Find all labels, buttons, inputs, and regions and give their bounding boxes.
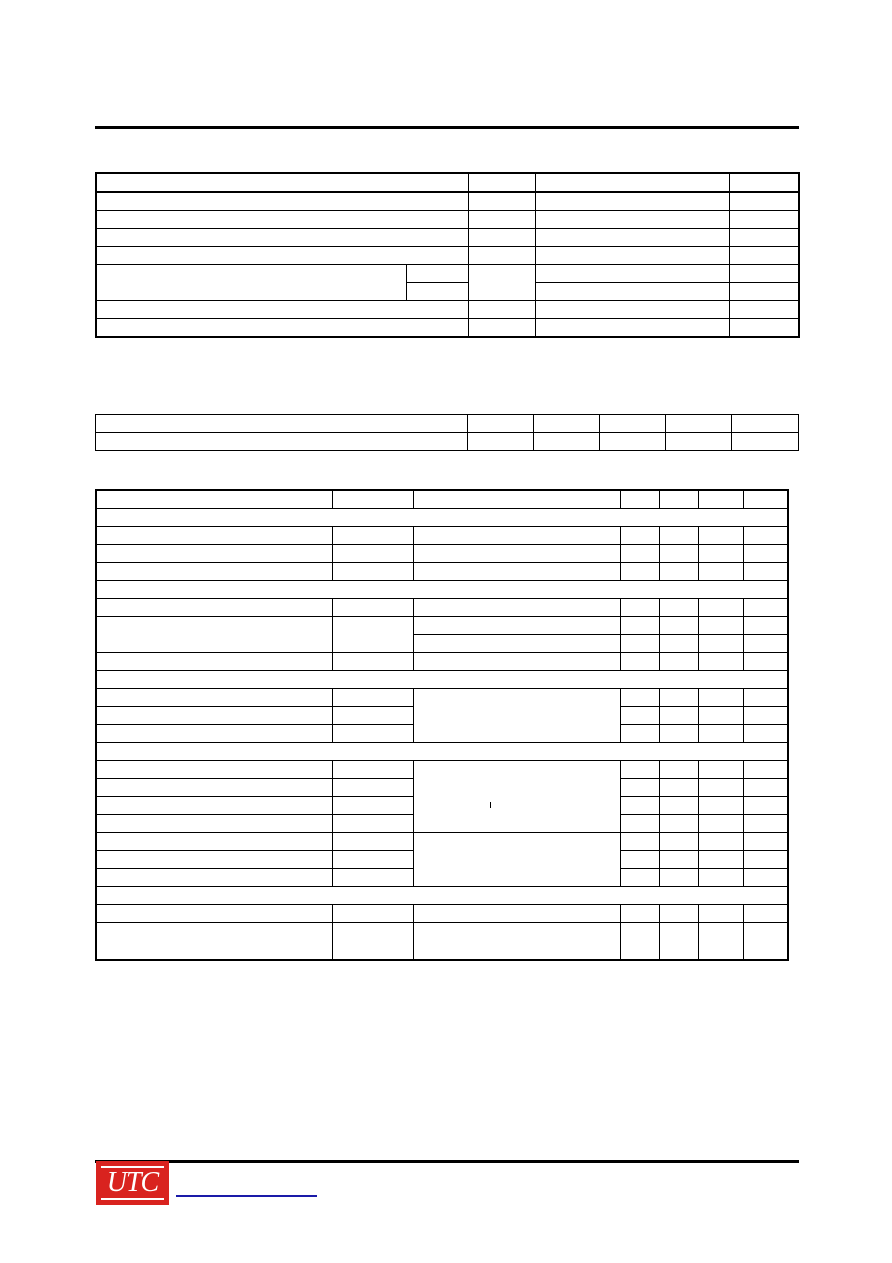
table-cell bbox=[332, 725, 413, 743]
table-cell bbox=[406, 283, 468, 301]
table-cell bbox=[698, 797, 743, 815]
header-rule bbox=[95, 126, 799, 129]
table-cell bbox=[698, 563, 743, 581]
table-cell bbox=[659, 725, 698, 743]
table-cell bbox=[468, 301, 535, 319]
table-cell bbox=[332, 599, 413, 617]
table-cell bbox=[96, 707, 332, 725]
table-cell bbox=[96, 490, 332, 509]
table-cell bbox=[620, 725, 659, 743]
table-row bbox=[96, 833, 788, 851]
table-section-row bbox=[96, 671, 788, 689]
table-cell bbox=[729, 265, 799, 283]
table-cell bbox=[468, 192, 535, 211]
table-section-row bbox=[96, 509, 788, 527]
table-cell bbox=[620, 653, 659, 671]
table-cell bbox=[332, 779, 413, 797]
table-cell bbox=[732, 415, 799, 433]
table-cell bbox=[96, 173, 468, 192]
table-cell bbox=[620, 689, 659, 707]
table-cell bbox=[743, 725, 788, 743]
table-cell bbox=[743, 815, 788, 833]
table-cell bbox=[332, 815, 413, 833]
table-cell bbox=[96, 923, 332, 961]
table-cell bbox=[332, 797, 413, 815]
table-cell bbox=[743, 653, 788, 671]
table-cell bbox=[698, 851, 743, 869]
table-cell bbox=[743, 779, 788, 797]
table-cell bbox=[96, 761, 332, 779]
table-cell bbox=[96, 301, 468, 319]
table-cell bbox=[743, 490, 788, 509]
table-cell bbox=[729, 211, 799, 229]
table-cell bbox=[620, 779, 659, 797]
utc-logo bbox=[96, 1161, 169, 1205]
table-cell bbox=[535, 173, 729, 192]
thermal-table bbox=[95, 414, 799, 451]
table-cell bbox=[666, 415, 732, 433]
table-cell bbox=[535, 211, 729, 229]
table-cell bbox=[698, 490, 743, 509]
table-row bbox=[96, 173, 799, 192]
table-row bbox=[96, 689, 788, 707]
table-cell bbox=[743, 923, 788, 961]
table-cell bbox=[743, 797, 788, 815]
table-section-row bbox=[96, 887, 788, 905]
table-cell bbox=[332, 869, 413, 887]
table-cell bbox=[96, 779, 332, 797]
table-row bbox=[96, 319, 799, 338]
table-cell bbox=[620, 527, 659, 545]
table-row bbox=[96, 653, 788, 671]
table-cell bbox=[413, 761, 620, 833]
table-cell bbox=[659, 527, 698, 545]
table-row bbox=[96, 923, 788, 961]
table-cell bbox=[413, 635, 620, 653]
table-cell bbox=[96, 265, 406, 301]
table-cell bbox=[96, 869, 332, 887]
table-cell bbox=[413, 563, 620, 581]
table-cell bbox=[659, 689, 698, 707]
table-cell bbox=[332, 923, 413, 961]
table-cell bbox=[332, 707, 413, 725]
table-cell bbox=[468, 319, 535, 338]
table-cell bbox=[96, 247, 468, 265]
table-row bbox=[96, 545, 788, 563]
table-cell bbox=[743, 833, 788, 851]
table-cell bbox=[698, 905, 743, 923]
table-cell bbox=[620, 545, 659, 563]
table-cell bbox=[729, 229, 799, 247]
table-cell bbox=[620, 851, 659, 869]
table-row bbox=[96, 192, 799, 211]
table-cell bbox=[620, 490, 659, 509]
table-cell bbox=[96, 211, 468, 229]
table-cell bbox=[659, 635, 698, 653]
table-cell bbox=[96, 743, 788, 761]
footer-rule bbox=[95, 1160, 799, 1163]
table-cell bbox=[413, 905, 620, 923]
table-cell bbox=[96, 509, 788, 527]
table-row bbox=[96, 433, 799, 451]
table-cell bbox=[413, 617, 620, 635]
table-cell bbox=[96, 797, 332, 815]
table-cell bbox=[468, 433, 534, 451]
table-cell bbox=[620, 761, 659, 779]
table-cell bbox=[698, 527, 743, 545]
table-cell bbox=[96, 671, 788, 689]
table-cell bbox=[96, 851, 332, 869]
table-cell bbox=[96, 833, 332, 851]
table-cell bbox=[413, 689, 620, 743]
table-cell bbox=[743, 545, 788, 563]
table-row bbox=[96, 527, 788, 545]
table-cell bbox=[96, 581, 788, 599]
table-section-row bbox=[96, 743, 788, 761]
table-cell bbox=[406, 265, 468, 283]
table-cell bbox=[698, 815, 743, 833]
table-cell bbox=[332, 527, 413, 545]
table-cell bbox=[743, 707, 788, 725]
table-cell bbox=[698, 545, 743, 563]
table-cell bbox=[413, 490, 620, 509]
table-section-row bbox=[96, 581, 788, 599]
table-cell bbox=[535, 319, 729, 338]
table-cell bbox=[620, 707, 659, 725]
table-cell bbox=[413, 653, 620, 671]
table-cell bbox=[620, 563, 659, 581]
table-cell bbox=[332, 761, 413, 779]
table-cell bbox=[698, 761, 743, 779]
table-cell bbox=[96, 319, 468, 338]
table-cell bbox=[332, 490, 413, 509]
table-cell bbox=[729, 247, 799, 265]
table-row bbox=[96, 617, 788, 635]
table-cell bbox=[332, 851, 413, 869]
table-cell bbox=[600, 433, 666, 451]
table-cell bbox=[96, 433, 468, 451]
table-row bbox=[96, 415, 799, 433]
table-cell bbox=[698, 779, 743, 797]
table-cell bbox=[96, 815, 332, 833]
table-cell bbox=[620, 599, 659, 617]
table-cell bbox=[535, 192, 729, 211]
table-cell bbox=[413, 527, 620, 545]
table-cell bbox=[96, 545, 332, 563]
table-cell bbox=[698, 617, 743, 635]
table-cell bbox=[96, 563, 332, 581]
table-cell bbox=[698, 689, 743, 707]
table-cell bbox=[332, 653, 413, 671]
table-cell bbox=[698, 869, 743, 887]
table-cell bbox=[659, 815, 698, 833]
table-cell bbox=[468, 173, 535, 192]
logo-frame bbox=[101, 1166, 164, 1200]
table-cell bbox=[659, 599, 698, 617]
table-cell bbox=[659, 869, 698, 887]
table-cell bbox=[659, 490, 698, 509]
table-cell bbox=[743, 617, 788, 635]
table-row bbox=[96, 761, 788, 779]
table-cell bbox=[535, 229, 729, 247]
table-cell bbox=[620, 905, 659, 923]
table-row bbox=[96, 905, 788, 923]
table-cell bbox=[659, 833, 698, 851]
table-cell bbox=[96, 415, 468, 433]
table-cell bbox=[659, 563, 698, 581]
table-cell bbox=[659, 779, 698, 797]
table-cell bbox=[729, 192, 799, 211]
table-cell bbox=[659, 761, 698, 779]
table-cell bbox=[535, 301, 729, 319]
table-cell bbox=[620, 869, 659, 887]
table-cell bbox=[332, 563, 413, 581]
table-cell bbox=[743, 527, 788, 545]
table-cell bbox=[534, 415, 600, 433]
table-cell bbox=[96, 527, 332, 545]
table-cell bbox=[659, 617, 698, 635]
table-cell bbox=[96, 653, 332, 671]
table-cell bbox=[535, 283, 729, 301]
ratings-table bbox=[95, 172, 800, 338]
characteristics-table bbox=[95, 489, 789, 961]
table-cell bbox=[659, 707, 698, 725]
table-cell bbox=[468, 265, 535, 301]
table-cell bbox=[698, 635, 743, 653]
table-cell bbox=[96, 689, 332, 707]
table-cell bbox=[96, 617, 332, 653]
website-link[interactable] bbox=[176, 1195, 317, 1197]
table-cell bbox=[743, 869, 788, 887]
table-cell bbox=[729, 319, 799, 338]
table-row bbox=[96, 599, 788, 617]
table-cell bbox=[413, 545, 620, 563]
table-cell bbox=[413, 833, 620, 887]
table-cell bbox=[729, 173, 799, 192]
table-cell bbox=[732, 433, 799, 451]
table-row bbox=[96, 490, 788, 509]
table-cell bbox=[743, 563, 788, 581]
table-cell bbox=[332, 617, 413, 653]
table-cell bbox=[743, 689, 788, 707]
table-cell bbox=[600, 415, 666, 433]
table-cell bbox=[96, 905, 332, 923]
table-cell bbox=[468, 415, 534, 433]
cell-mark bbox=[490, 802, 491, 808]
table-cell bbox=[620, 635, 659, 653]
table-cell bbox=[96, 229, 468, 247]
table-cell bbox=[413, 923, 620, 961]
table-cell bbox=[659, 851, 698, 869]
table-cell bbox=[729, 283, 799, 301]
table-cell bbox=[743, 851, 788, 869]
table-cell bbox=[659, 653, 698, 671]
table-cell bbox=[468, 229, 535, 247]
table-cell bbox=[96, 887, 788, 905]
table-cell bbox=[743, 599, 788, 617]
table-row bbox=[96, 247, 799, 265]
table-cell bbox=[743, 761, 788, 779]
table-cell bbox=[698, 707, 743, 725]
table-cell bbox=[743, 635, 788, 653]
table-cell bbox=[666, 433, 732, 451]
table-cell bbox=[332, 905, 413, 923]
logo-text: UTC bbox=[106, 1167, 159, 1198]
table-cell bbox=[535, 265, 729, 283]
table-cell bbox=[729, 301, 799, 319]
table-cell bbox=[332, 689, 413, 707]
table-cell bbox=[659, 905, 698, 923]
table-cell bbox=[535, 247, 729, 265]
table-row bbox=[96, 301, 799, 319]
table-cell bbox=[96, 192, 468, 211]
table-cell bbox=[659, 797, 698, 815]
table-cell bbox=[698, 923, 743, 961]
table-cell bbox=[620, 815, 659, 833]
table-cell bbox=[468, 211, 535, 229]
table-cell bbox=[332, 833, 413, 851]
table-cell bbox=[743, 905, 788, 923]
table-cell bbox=[659, 923, 698, 961]
table-cell bbox=[96, 725, 332, 743]
table-cell bbox=[620, 617, 659, 635]
table-cell bbox=[534, 433, 600, 451]
table-cell bbox=[468, 247, 535, 265]
table-cell bbox=[620, 797, 659, 815]
table-cell bbox=[659, 545, 698, 563]
table-cell bbox=[698, 653, 743, 671]
table-row bbox=[96, 265, 799, 283]
table-row bbox=[96, 229, 799, 247]
table-cell bbox=[698, 725, 743, 743]
table-cell bbox=[96, 599, 332, 617]
table-row bbox=[96, 563, 788, 581]
table-cell bbox=[620, 833, 659, 851]
table-cell bbox=[413, 599, 620, 617]
table-cell bbox=[620, 923, 659, 961]
table-row bbox=[96, 211, 799, 229]
table-cell bbox=[698, 599, 743, 617]
table-cell bbox=[332, 545, 413, 563]
table-cell bbox=[698, 833, 743, 851]
